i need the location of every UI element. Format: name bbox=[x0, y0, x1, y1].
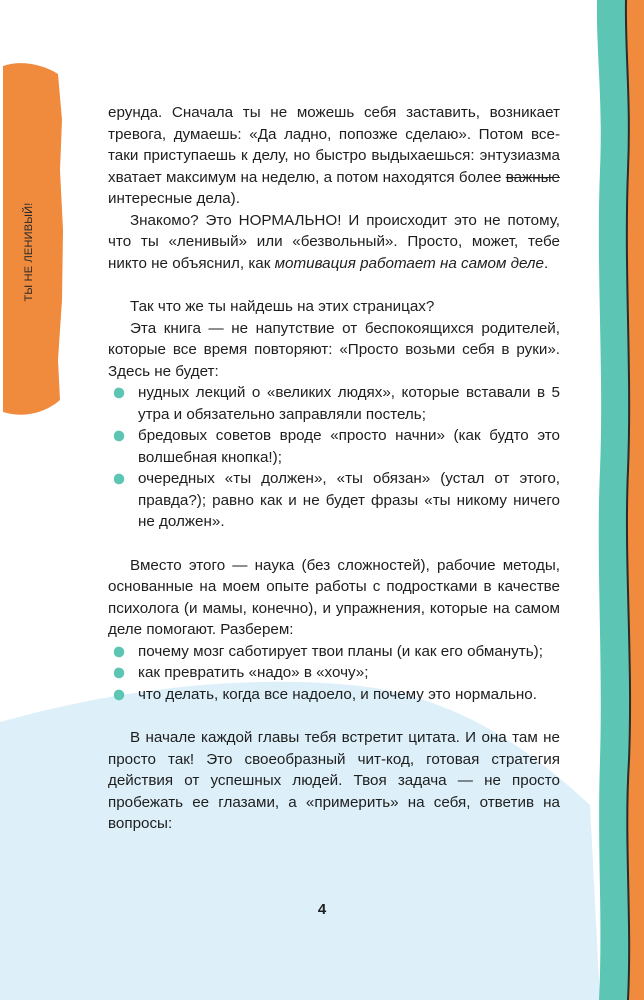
main-text bbox=[108, 102, 560, 835]
struck-word: важные bbox=[505, 168, 560, 186]
paragraph-question: Так что же ты найдешь на этих страницах? bbox=[130, 298, 435, 315]
list-item: очередных «ты должен», «ты обязан» (устал от этого, правда?); равно как и не будет фразы «ты никому ничего не должен». bbox=[138, 468, 560, 533]
emphasis-motivation: мотивация работает на самом деле bbox=[274, 254, 544, 272]
list-item: почему мозг саботирует твои планы (и как его обмануть); bbox=[138, 641, 560, 663]
teal-bullet-icon bbox=[113, 689, 125, 701]
paragraph-intro: ерунда. Сначала ты не можешь себя заставить, возникает тревога, думаешь: «Да ладно, попозже сделаю». Потом все-таки приступаешь к делу, но быстро выдыхаешься: энтузиазма хватает максимум на неделю, а потом находятся более важные интересные дела). bbox=[108, 104, 560, 207]
page-number: 4 bbox=[317, 901, 327, 918]
teal-bullet-icon bbox=[113, 667, 125, 679]
list-item: как превратить «надо» в «хочу»; bbox=[138, 662, 560, 684]
teal-bullet-icon bbox=[113, 430, 125, 442]
teal-bullet-icon bbox=[113, 473, 125, 485]
list-item: бредовых советов вроде «просто начни» (как будто это волшебная кнопка!); bbox=[138, 425, 560, 468]
paragraph-familiar: Знакомо? Это НОРМАЛЬНО! И происходит это не потому, что ты «ленивый» или «безвольный». Просто, может, тебе никто не объяснил, как мотивация работает на самом деле. bbox=[108, 211, 560, 272]
bullet-list-topics bbox=[108, 641, 560, 706]
chapter-side-label: ТЫ НЕ ЛЕНИВЫЙ! bbox=[23, 202, 35, 302]
bullet-list-will-not bbox=[108, 382, 560, 533]
paragraph-quotes: В начале каждой главы тебя встретит цитата. И она там не просто так! Это своеобразный чит-код, готовая стратегия действия от успешных людей. Твоя задача — не просто пробежать ее глазами, а «примерить» на себя, ответив на вопросы: bbox=[108, 729, 560, 832]
teal-bullet-icon bbox=[113, 387, 125, 399]
teal-bullet-icon bbox=[113, 646, 125, 658]
list-item: что делать, когда все надоело, и почему это нормально. bbox=[138, 684, 560, 706]
paragraph-instead: Вместо этого — наука (без сложностей), рабочие методы, основанные на моем опыте работы с подростками в качестве психолога (и мамы, конечно), и упражнения, которые на самом деле помогают. Разберем: bbox=[108, 556, 560, 638]
paragraph-book-is-not: Эта книга — не напутствие от беспокоящихся родителей, которые все время повторяют: «Просто возьми себя в руки». Здесь не будет: bbox=[108, 319, 560, 380]
list-item: нудных лекций о «великих людях», которые вставали в 5 утра и обязательно заправляли постель; bbox=[138, 382, 560, 425]
